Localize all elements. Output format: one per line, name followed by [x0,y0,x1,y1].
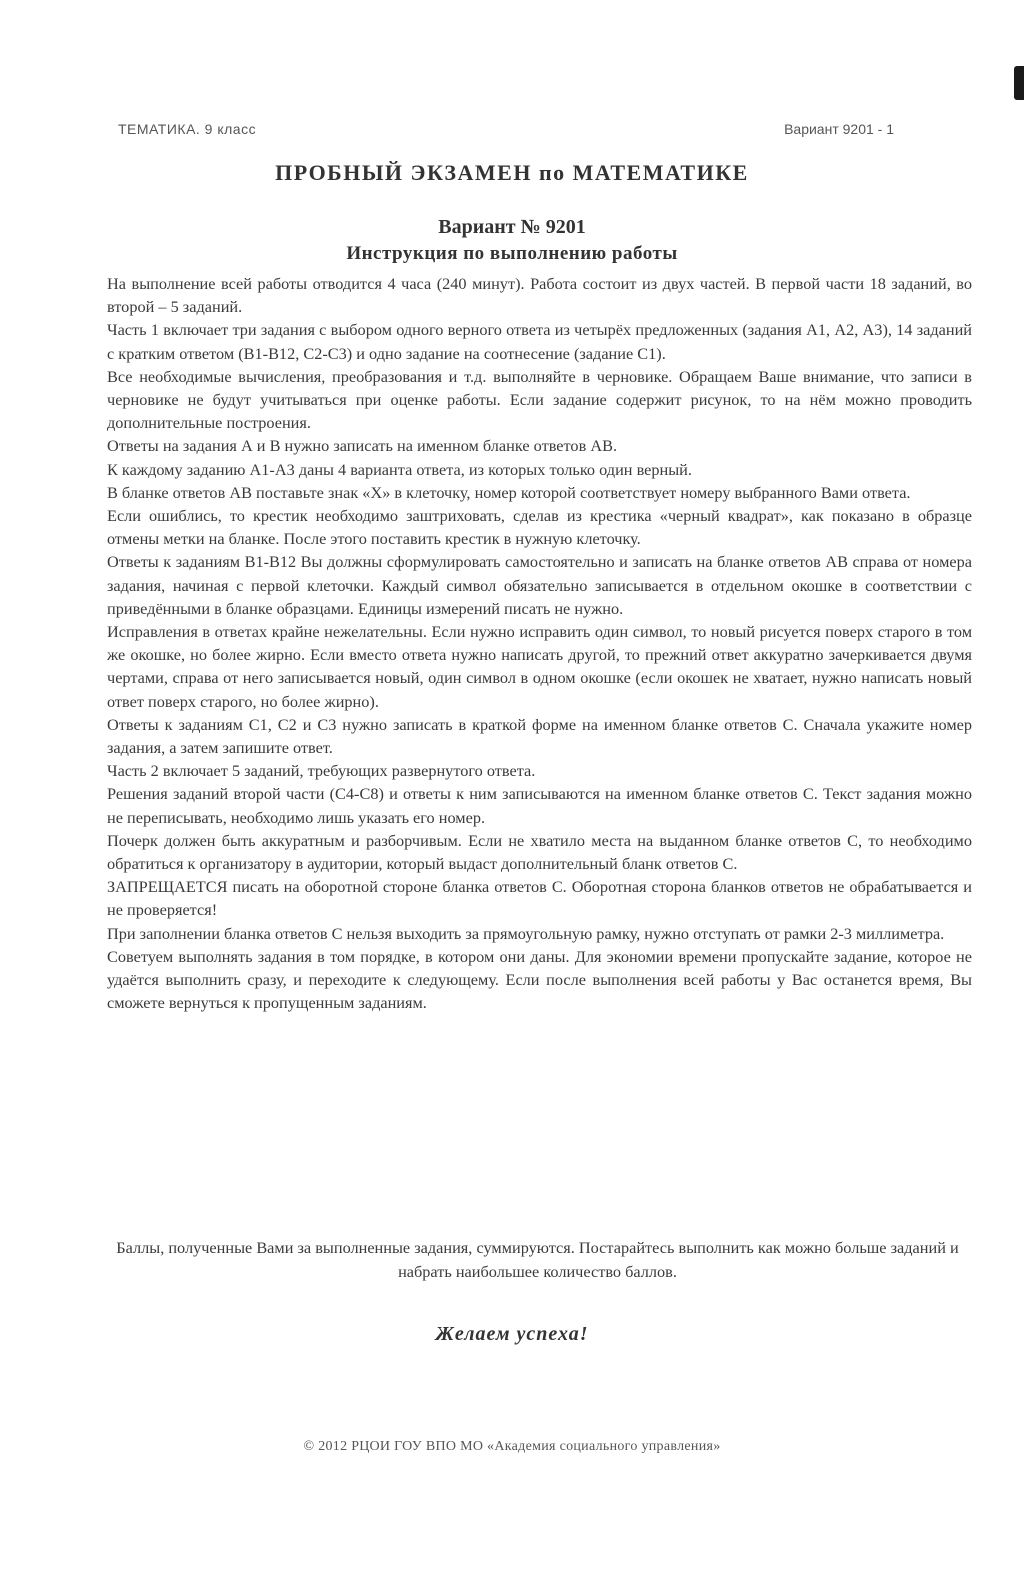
paragraph: На выполнение всей работы отводится 4 часа (240 минут). Работа состоит из двух частей. В первой части 18 заданий, во второй – 5 заданий. [107,274,972,317]
paragraph: При заполнении бланка ответов С нельзя выходить за прямоугольную рамку, нужно отступать от рамки 2-3 миллиметра. [107,923,945,943]
paragraph: Ответы к заданиям С1, С2 и С3 нужно записать в краткой форме на именном бланке ответов С. Сначала укажите номер задания, а затем запишите ответ. [107,714,972,758]
paragraph: В бланке ответов АВ поставьте знак «Х» в клеточку, номер которой соответствует номеру выбранного Вами ответа. [107,482,911,502]
paragraph: Если ошиблись, то крестик необходимо заштриховать, сделав из крестика «черный квадрат», как показано в образце отмены метки на бланке. После этого поставить крестик в нужную клеточку. [107,506,972,549]
paragraph: Советуем выполнять задания в том порядке, в котором они даны. Для экономии времени пропускайте задание, которое не удаётся выполнить сразу, и переходите к следующему. Если после выполнения всей работы у Вас останется время, Вы сможете вернуться к пропущенным заданиям. [107,946,972,1013]
paragraph: ЗАПРЕЩАЕТСЯ писать на оборотной стороне бланка ответов С. Оборотная сторона бланков ответов не обрабатывается и не проверяется! [107,877,972,920]
paragraph: Почерк должен быть аккуратным и разборчивым. Если не хватило места на выданном бланке ответов С, то необходимо обратиться к организатору в аудитории, который выдаст дополнительный бланк ответов С. [107,830,972,874]
paragraph: Все необходимые вычисления, преобразования и т.д. выполняйте в черновике. Обращаем Ваше внимание, что записи в черновике не будут учитываться при оценке работы. Если задание содержит рисунок, то на нём можно проводить дополнительные построения. [107,366,972,433]
paragraph: Часть 2 включает 5 заданий, требующих развернутого ответа. [107,761,536,781]
page-title: ПРОБНЫЙ ЭКЗАМЕН по МАТЕМАТИКЕ [275,160,749,185]
paragraph: Решения заданий второй части (С4-С8) и ответы к ним записываются на именном бланке ответов С. Текст задания можно не переписывать, необходимо лишь указать его номер. [107,784,972,827]
paragraph: К каждому заданию А1-А3 даны 4 варианта ответа, из которых только один верный. [107,459,692,479]
paragraph: Исправления в ответах крайне нежелательны. Если нужно исправить один символ, то новый рисуется поверх старого в том же окошке, но более жирно. Если вместо ответа нужно написать другой, то прежний ответ аккуратно зачеркивается двумя чертами, справа от него записывается новый, один символ в одном окошке (если окошек не хватает, нужно написать новый ответ поверх старого, но более жирно). [107,622,972,711]
header-subject: ТЕМАТИКА. 9 класс [118,121,257,137]
instructions-heading: Инструкция по выполнению работы [346,243,678,264]
variant-heading: Вариант № 9201 [438,216,586,238]
page-edge-tab-mark [1014,66,1024,100]
paragraph: Ответы к заданиям В1-В12 Вы должны сформулировать самостоятельно и записать на бланке ответов АВ справа от номера задания, начиная с первой клеточки. Каждый символ обязательно записывается в отдельном окошке в соответствии с приведёнными в бланке образцами. Единицы измерений писать не нужно. [107,552,972,618]
paragraph: Ответы на задания А и В нужно записать на именном бланке ответов АВ. [107,436,618,456]
copyright-footer: © 2012 РЦОИ ГОУ ВПО МО «Академия социального управления» [303,1439,721,1454]
closing-note: Баллы, полученные Вами за выполненные задания, суммируются. Постарайтесь выполнить как можно больше заданий и набрать наибольшее количество баллов. [116,1238,959,1281]
header-variant: Вариант 9201 - 1 [784,121,894,137]
paragraph: Часть 1 включает три задания с выбором одного верного ответа из четырёх предложенных (задания А1, А2, А3), 14 заданий с кратким ответом (В1-В12, С2-С3) и одно задание на соотнесение (задание С1). [107,320,972,363]
instructions-body [107,272,972,1015]
good-luck-wish: Желаем успеха! [435,1323,589,1345]
